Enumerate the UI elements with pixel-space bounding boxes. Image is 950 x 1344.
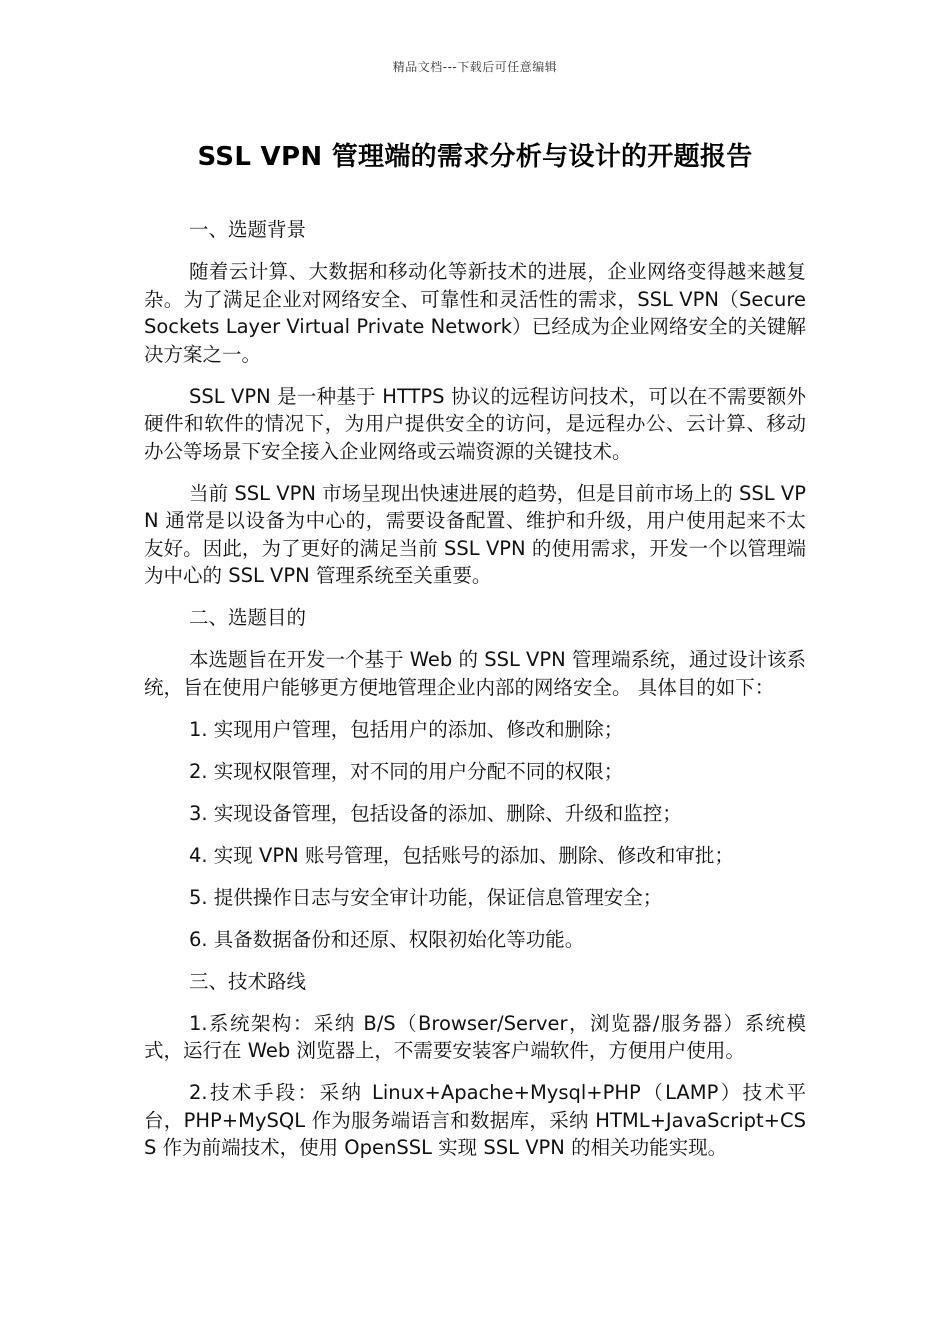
purpose-list-item: 3. 实现设备管理，包括设备的添加、删除、升级和监控； <box>189 801 682 825</box>
purpose-list-item: 6. 具备数据备份和还原、权限初始化等功能。 <box>189 927 585 951</box>
page-header: 精品文档---下载后可任意编辑 <box>392 60 558 74</box>
background-paragraph-3: 当前 SSL VPN 市场呈现出快速进展的趋势，但是目前市场上的 SSL VPN 通常是以设备为中心的，需要设备配置、维护和升级，用户使用起来不太友好。因此，为了更好的满足当前 SSL VPN 的使用需求，开发一个以管理端为中心的 SSL VPN 管理系统至关重要。 <box>144 481 806 587</box>
section-heading-background: 一、选题背景 <box>189 218 307 241</box>
purpose-intro-paragraph: 本选题旨在开发一个基于 Web 的 SSL VPN 管理端系统，通过设计该系统，旨在使用户能够更方便地管理企业内部的网络安全。 具体目的如下： <box>144 648 806 699</box>
section-heading-technical: 三、技术路线 <box>189 969 307 993</box>
background-paragraph-1: 随着云计算、大数据和移动化等新技术的进展，企业网络变得越来越复杂。为了满足企业对网络安全、可靠性和灵活性的需求，SSL VPN（Secure Sockets Layer Virtual Private Network）已经成为企业网络安全的关键解决方案之一。 <box>144 260 806 366</box>
background-paragraph-2: SSL VPN 是一种基于 HTTPS 协议的远程访问技术，可以在不需要额外硬件和软件的情况下，为用户提供安全的访问，是远程办公、云计算、移动办公等场景下安全接入企业网络或云端资源的关键技术。 <box>144 384 806 463</box>
purpose-list-item: 5. 提供操作日志与安全审计功能，保证信息管理安全； <box>189 885 663 909</box>
section-heading-purpose: 二、选题目的 <box>189 606 307 629</box>
technical-paragraph-1: 1.系统架构：采纳 B/S（Browser/Server，浏览器/服务器）系统模式，运行在 Web 浏览器上，不需要安装客户端软件，方便用户使用。 <box>144 1011 806 1062</box>
technical-paragraph-2: 2.技术手段：采纳 Linux+Apache+Mysql+PHP（LAMP）技术平台，PHP+MySQL 作为服务端语言和数据库，采纳 HTML+JavaScript+CSS 作为前端技术，使用 OpenSSL 实现 SSL VPN 的相关功能实现。 <box>144 1081 806 1159</box>
purpose-list-item: 1. 实现用户管理，包括用户的添加、修改和删除； <box>189 717 624 741</box>
document-title: SSL VPN 管理端的需求分析与设计的开题报告 <box>197 142 753 172</box>
purpose-list-item: 2. 实现权限管理，对不同的用户分配不同的权限； <box>189 759 624 783</box>
document-body <box>144 216 806 1176</box>
purpose-list-item: 4. 实现 VPN 账号管理，包括账号的添加、删除、修改和审批； <box>189 843 734 867</box>
